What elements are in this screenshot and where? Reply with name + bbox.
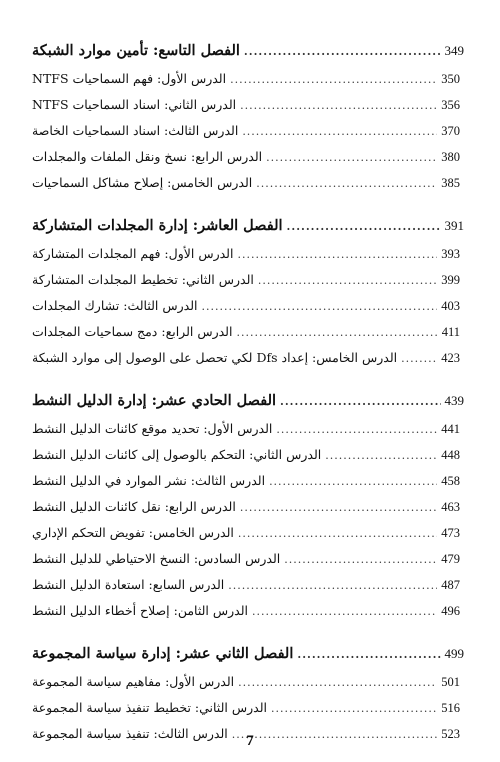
chapter-heading bbox=[32, 211, 464, 241]
lesson-entry bbox=[32, 92, 464, 118]
dot-leader bbox=[256, 171, 437, 197]
dot-leader bbox=[238, 670, 437, 696]
chapter-section bbox=[32, 211, 464, 371]
lesson-entry-page: 441 bbox=[441, 422, 460, 436]
lesson-entry bbox=[32, 572, 464, 598]
dot-leader bbox=[280, 387, 440, 417]
chapter-heading-title: الفصل الثاني عشر: إدارة سياسة المجموعة bbox=[32, 645, 294, 662]
lesson-entry-title: الدرس الرابع: نقل كائنات الدليل النشط bbox=[32, 499, 236, 514]
dot-leader bbox=[269, 469, 437, 495]
lesson-entry-page: 448 bbox=[441, 448, 460, 462]
lesson-entry bbox=[32, 66, 464, 92]
lesson-entry-page: 473 bbox=[441, 526, 460, 540]
dot-leader bbox=[236, 320, 437, 346]
dot-leader bbox=[271, 696, 437, 722]
lesson-entry bbox=[32, 241, 464, 267]
lesson-entry-page: 385 bbox=[441, 176, 460, 190]
lesson-entry-title: الدرس الثالث: تشارك المجلدات bbox=[32, 298, 198, 313]
lesson-entry bbox=[32, 416, 464, 442]
lesson-entry-page: 516 bbox=[441, 701, 460, 715]
lesson-entry-page: 487 bbox=[441, 578, 460, 592]
lesson-entry-title: الدرس الثالث: اسناد السماحيات الخاصة bbox=[32, 123, 239, 138]
dot-leader bbox=[258, 268, 437, 294]
dot-leader bbox=[238, 521, 437, 547]
lesson-entry-title: الدرس الأول: مفاهيم سياسة المجموعة bbox=[32, 674, 235, 689]
lesson-entry bbox=[32, 442, 464, 468]
lesson-entry-page: 356 bbox=[441, 98, 460, 112]
lesson-entry-page: 463 bbox=[441, 500, 460, 514]
lesson-entry bbox=[32, 118, 464, 144]
dot-leader bbox=[244, 37, 441, 67]
chapter-heading-page: 349 bbox=[444, 43, 464, 58]
lesson-entry bbox=[32, 669, 464, 695]
dot-leader bbox=[276, 417, 437, 443]
lesson-entry-page: 501 bbox=[441, 675, 460, 689]
lesson-entry bbox=[32, 293, 464, 319]
lesson-entry-page: 350 bbox=[441, 72, 460, 86]
chapter-section bbox=[32, 386, 464, 624]
lesson-entry-page: 496 bbox=[441, 604, 460, 618]
lesson-entry-page: 403 bbox=[441, 299, 460, 313]
lesson-entry bbox=[32, 468, 464, 494]
page-number: 7 bbox=[246, 733, 254, 749]
lesson-entry bbox=[32, 170, 464, 196]
lesson-entry-page: 393 bbox=[441, 247, 460, 261]
chapter-heading-title: الفصل الحادي عشر: إدارة الدليل النشط bbox=[32, 392, 277, 409]
chapter-heading-title: الفصل التاسع: تأمين موارد الشبكة bbox=[32, 42, 240, 59]
lesson-entry bbox=[32, 494, 464, 520]
lesson-entry bbox=[32, 319, 464, 345]
dot-leader bbox=[228, 573, 437, 599]
chapter-heading bbox=[32, 639, 464, 669]
lesson-entry-page: 458 bbox=[441, 474, 460, 488]
dot-leader bbox=[240, 495, 437, 521]
chapter-section bbox=[32, 639, 464, 747]
dot-leader bbox=[325, 443, 437, 469]
lesson-entry bbox=[32, 520, 464, 546]
lesson-entry-page: 479 bbox=[441, 552, 460, 566]
lesson-entry-page: 411 bbox=[441, 325, 460, 339]
chapter-heading bbox=[32, 386, 464, 416]
lesson-entry-title: الدرس الخامس: إصلاح مشاكل السماحيات bbox=[32, 175, 253, 190]
lesson-entry-title: الدرس الخامس: تفويض التحكم الإداري bbox=[32, 525, 234, 540]
dot-leader bbox=[401, 346, 437, 372]
lesson-entry-title: الدرس الثاني: اسناد السماحيات NTFS bbox=[32, 97, 237, 112]
lesson-entry-page: 523 bbox=[441, 727, 460, 741]
dot-leader bbox=[242, 119, 437, 145]
lesson-entry-title: الدرس السادس: النسخ الاحتياطي للدليل النشط bbox=[32, 551, 281, 566]
dot-leader bbox=[237, 242, 437, 268]
chapter-heading-page: 499 bbox=[444, 646, 464, 661]
lesson-entry-title: الدرس الثاني: تخطيط المجلدات المتشاركة bbox=[32, 272, 254, 287]
lesson-entry bbox=[32, 598, 464, 624]
lesson-entry-title: الدرس الخامس: إعداد Dfs لكي تحصل على الوصول إلى موارد الشبكة bbox=[32, 350, 398, 365]
dot-leader bbox=[287, 212, 441, 242]
lesson-entry-title: الدرس الثالث: نشر الموارد في الدليل النشط bbox=[32, 473, 266, 488]
chapter-heading-title: الفصل العاشر: إدارة المجلدات المتشاركة bbox=[32, 217, 283, 234]
lesson-entry bbox=[32, 695, 464, 721]
lesson-entry-page: 380 bbox=[441, 150, 460, 164]
dot-leader bbox=[252, 599, 437, 625]
lesson-entry-title: الدرس الثاني: تخطيط تنفيذ سياسة المجموعة bbox=[32, 700, 267, 715]
lesson-entry-title: الدرس الثامن: إصلاح أخطاء الدليل النشط bbox=[32, 603, 249, 618]
dot-leader bbox=[297, 640, 440, 670]
lesson-entry-title: الدرس الرابع: نسخ ونقل الملفات والمجلدات bbox=[32, 149, 263, 164]
chapter-heading bbox=[32, 36, 464, 66]
lesson-entry-page: 423 bbox=[441, 351, 460, 365]
lesson-entry-title: الدرس الأول: فهم المجلدات المتشاركة bbox=[32, 246, 234, 261]
chapter-heading-page: 391 bbox=[444, 218, 464, 233]
lesson-entry-page: 399 bbox=[441, 273, 460, 287]
lesson-entry bbox=[32, 546, 464, 572]
lesson-entry bbox=[32, 345, 464, 371]
lesson-entry-page: 370 bbox=[441, 124, 460, 138]
dot-leader bbox=[240, 93, 437, 119]
lesson-entry-title: الدرس الأول: تحديد موقع كائنات الدليل النشط bbox=[32, 421, 273, 436]
dot-leader bbox=[202, 294, 438, 320]
table-of-contents bbox=[32, 36, 464, 762]
lesson-entry bbox=[32, 144, 464, 170]
lesson-entry-title: الدرس الثاني: التحكم بالوصول إلى كائنات الدليل النشط bbox=[32, 447, 322, 462]
lesson-entry-title: الدرس السابع: استعادة الدليل النشط bbox=[32, 577, 225, 592]
lesson-entry-title: الدرس الأول: فهم السماحيات NTFS bbox=[32, 71, 227, 86]
dot-leader bbox=[230, 67, 437, 93]
chapter-heading-page: 439 bbox=[444, 393, 464, 408]
chapter-section bbox=[32, 36, 464, 196]
lesson-entry-title: الدرس الرابع: دمج سماحيات المجلدات bbox=[32, 324, 233, 339]
lesson-entry-title: الدرس الثالث: تنفيذ سياسة المجموعة bbox=[32, 726, 228, 741]
dot-leader bbox=[266, 145, 437, 171]
dot-leader bbox=[284, 547, 437, 573]
lesson-entry bbox=[32, 267, 464, 293]
